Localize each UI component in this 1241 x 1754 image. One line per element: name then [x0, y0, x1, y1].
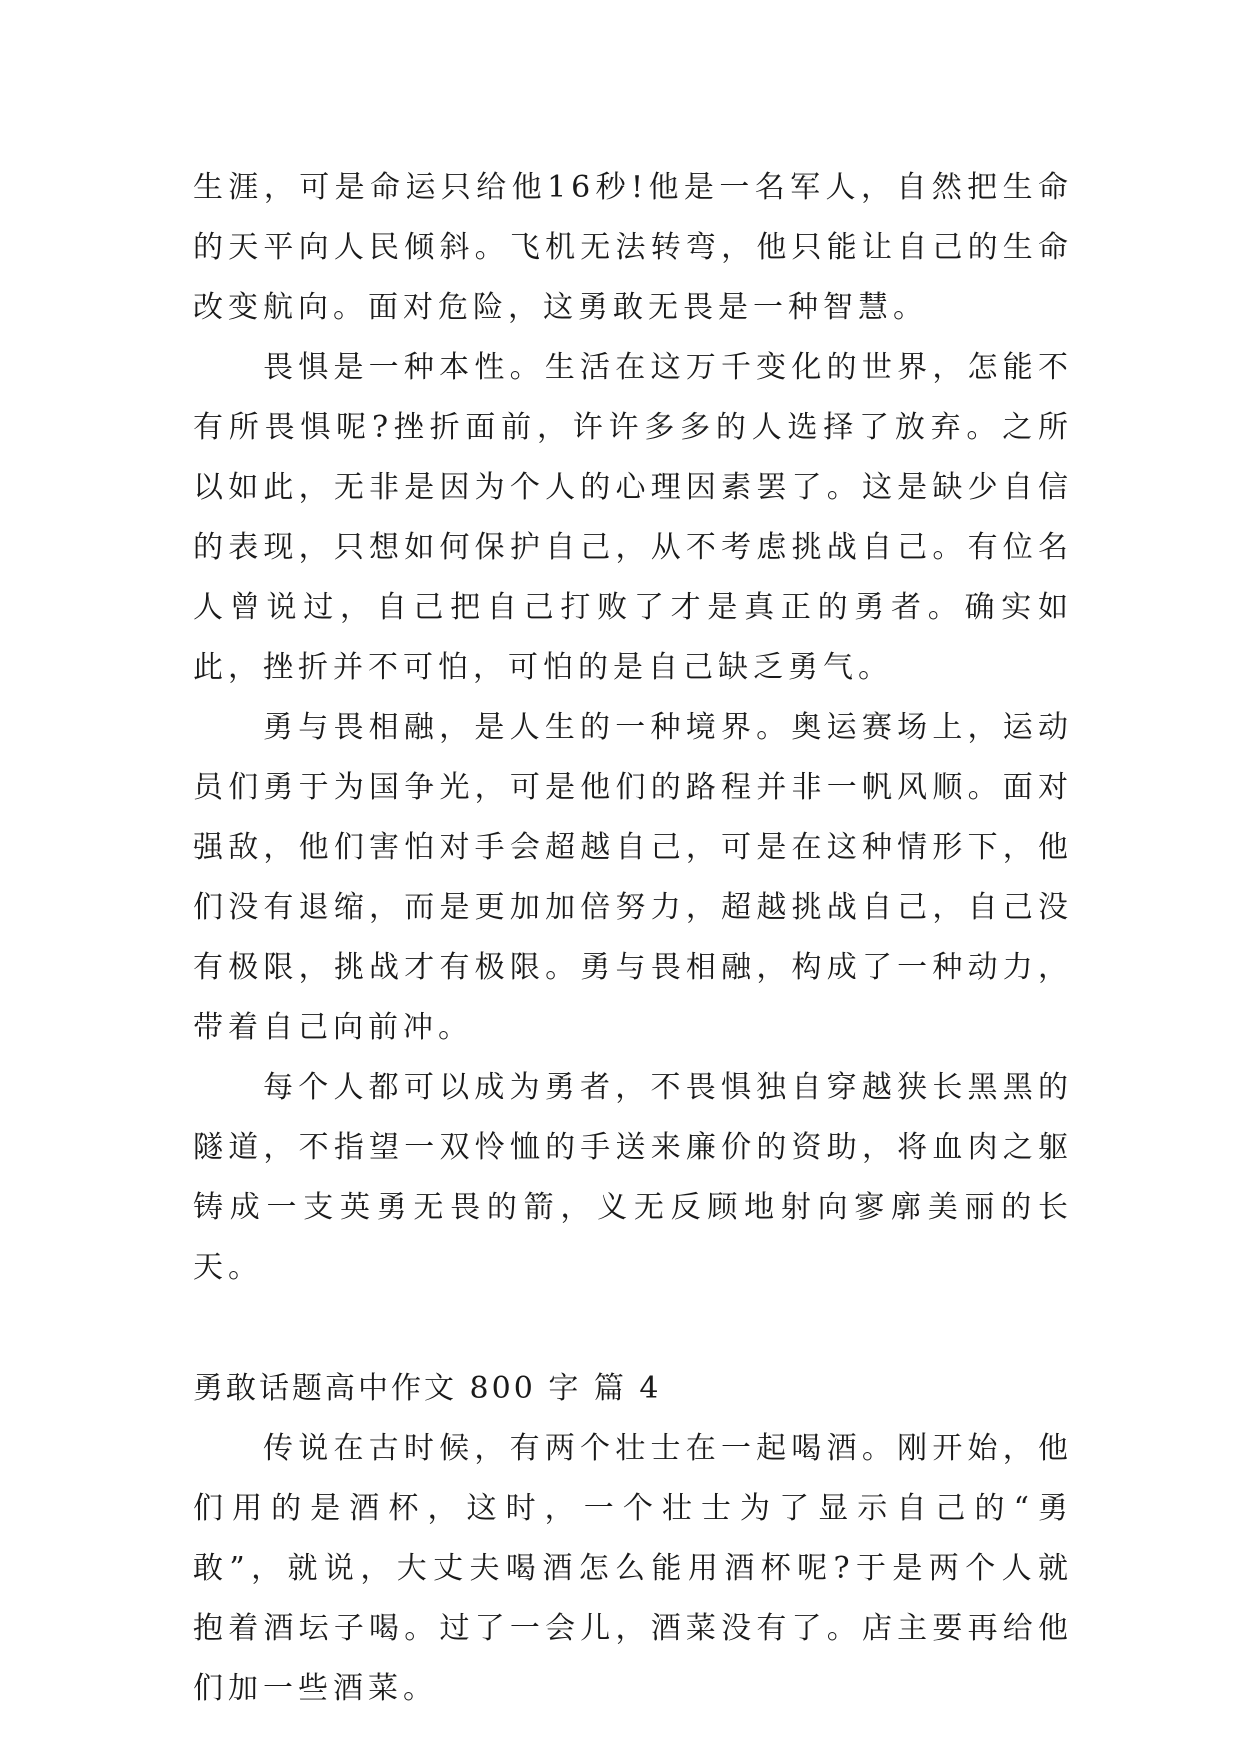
- paragraph-everyone-brave: 每个人都可以成为勇者，不畏惧独自穿越狭长黑黑的隧道，不指望一双怜恤的手送来廉价的资助，将血肉之躯铸成一支英勇无畏的箭，义无反顾地射向寥廓美丽的长天。: [193, 1070, 1073, 1285]
- paragraph-courage-and-fear: 勇与畏相融，是人生的一种境界。奥运赛场上，运动员们勇于为国争光，可是他们的路程并非一帆风顺。面对强敌，他们害怕对手会超越自己，可是在这种情形下，他们没有退缩，而是更加加倍努力，超越挑战自己，自己没有极限，挑战才有极限。勇与畏相融，构成了一种动力，带着自己向前冲。: [193, 710, 1073, 1045]
- paragraph-fear-nature: 畏惧是一种本性。生活在这万千变化的世界，怎能不有所畏惧呢?挫折面前，许许多多的人选择了放弃。之所以如此，无非是因为个人的心理因素罢了。这是缺少自信的表现，只想如何保护自己，从不考虑挑战自己。有位名人曾说过，自己把自己打败了才是真正的勇者。确实如此，挫折并不可怕，可怕的是自己缺乏勇气。: [193, 350, 1073, 685]
- paragraph-legend: 传说在古时候，有两个壮士在一起喝酒。刚开始，他们用的是酒杯，这时，一个壮士为了显示自己的“勇敢”，就说，大丈夫喝酒怎么能用酒杯呢?于是两个人就抱着酒坛子喝。过了一会儿，酒菜没有了。店主要再给他们加一些酒菜。: [193, 1431, 1073, 1706]
- paragraph-continuation: 生涯，可是命运只给他16秒!他是一名军人，自然把生命的天平向人民倾斜。飞机无法转弯，他只能让自己的生命改变航向。面对危险，这勇敢无畏是一种智慧。: [193, 170, 1073, 325]
- document-body: [193, 158, 1073, 1719]
- section-heading: 勇敢话题高中作文 800 字 篇 4: [193, 1371, 662, 1406]
